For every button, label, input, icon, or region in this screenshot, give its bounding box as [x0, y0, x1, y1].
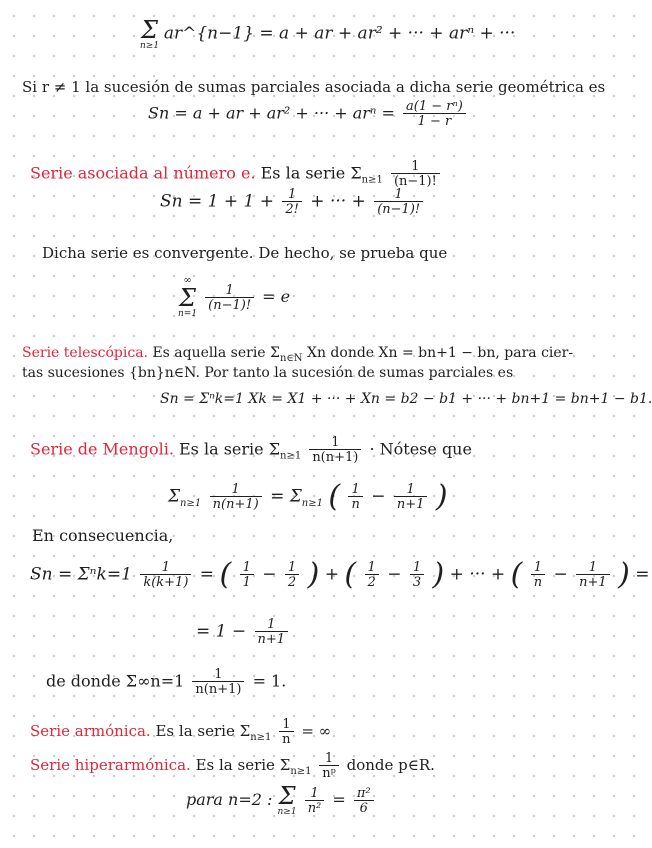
series-e-line: Serie asociada al número e. Es la serie $\Sigma_{n\ge 1}$ $\frac{1}{(n-1)!}$	[30, 160, 443, 188]
consequently-text: En consecuencia,	[32, 526, 174, 545]
geometric-series-body: ar^{n−1} = a + ar + ar² + ··· + arⁿ + ···	[163, 23, 516, 44]
series-e-partial-sum: Sn = 1 + 1 + $\frac{1}{2!}$ + ··· + $\frac{1}{(n-1)!}$	[160, 188, 426, 216]
series-e-heading: Serie asociada al número e.	[30, 163, 256, 183]
mengoli-result: = 1 − $\frac{1}{n+1}$	[196, 618, 291, 646]
sigma-symbol: Σ n≥1	[140, 16, 160, 51]
telescopic-heading: Serie telescópica.	[22, 345, 148, 361]
series-e-sum: ∞ Σ n=1 $\frac{1}{(n-1)!}$ = e	[178, 275, 291, 319]
sigma-symbol: ∞ Σ n=1	[178, 275, 198, 319]
partial-sums-intro: Si r ≠ 1 la sucesión de sumas parciales asociada a dicha serie geométrica es	[22, 78, 606, 96]
harmonic-line: Serie armónica. Es la serie $\Sigma_{n\ge 1}$ $\frac{1}{n}$ = ∞	[30, 717, 332, 747]
basel-problem: para n=2 : Σ n≥1 $\frac{1}{\text{n²}}$ = $\frac{\text{π²}}{6}$	[186, 784, 377, 817]
mengoli-partial-sum: Sn = Σⁿk=1 $\frac{1}{k(k+1)}$ = ( $\frac{1}{1}$ − $\frac{1}{2}$ ) + ( $\frac{1}{2}$ − $\frac{1}{3}$ ) + ··· + ( $\frac{1}{n}$ − $\frac{1}{n+1}$ ) =	[30, 557, 650, 592]
mengoli-sum: de donde Σ∞n=1 $\frac{1}{n(n+1)}$ = 1.	[46, 667, 287, 697]
mengoli-identity: $\Sigma_{n\ge 1}$ $\frac{1}{n(n+1)}$ = $\Sigma_{n\ge 1}$ ( $\frac{1}{n}$ − $\frac{1}{n+1}$ )	[168, 479, 448, 514]
geometric-series-line	[140, 18, 515, 51]
convergence-statement: Dicha serie es convergente. De hecho, se prueba que	[42, 244, 448, 262]
sigma-symbol: Σ n≥1	[277, 782, 297, 817]
hyperharmonic-line: Serie hiperarmónica. Es la serie $\Sigma_{n\ge 1}$ $\frac{1}{\text{nᵖ}}$ donde p∈R.	[30, 751, 435, 781]
hyperharmonic-heading: Serie hiperarmónica.	[30, 756, 191, 774]
mengoli-heading: Serie de Mengoli.	[30, 439, 174, 459]
telescopic-line: Serie telescópica. Es aquella serie $\Sigma_{n\in N}$ Xn donde Xn = bn+1 − bn, para cier-	[22, 345, 574, 364]
mengoli-line: Serie de Mengoli. Es la serie $\Sigma_{n\ge 1}$ $\frac{1}{n(n+1)}$ · Nótese que	[30, 435, 472, 465]
geometric-fraction: $\frac{\text{a(1 − rⁿ)}}{1 - r}$	[403, 100, 466, 128]
harmonic-heading: Serie armónica.	[30, 722, 151, 740]
telescopic-line-2: tas sucesiones {bn}n∈N. Por tanto la sucesión de sumas parciales es	[22, 365, 514, 381]
telescopic-partial-sum: Sn = Σⁿk=1 Xk = X1 + ··· + Xn = b2 − b1 + ··· + bn+1 = bn+1 − b1.	[160, 391, 652, 407]
geometric-partial-sum: Sn = a + ar + ar² + ··· + arⁿ = $\frac{\text{a(1 − rⁿ)}}{1 - r}$	[148, 100, 469, 128]
